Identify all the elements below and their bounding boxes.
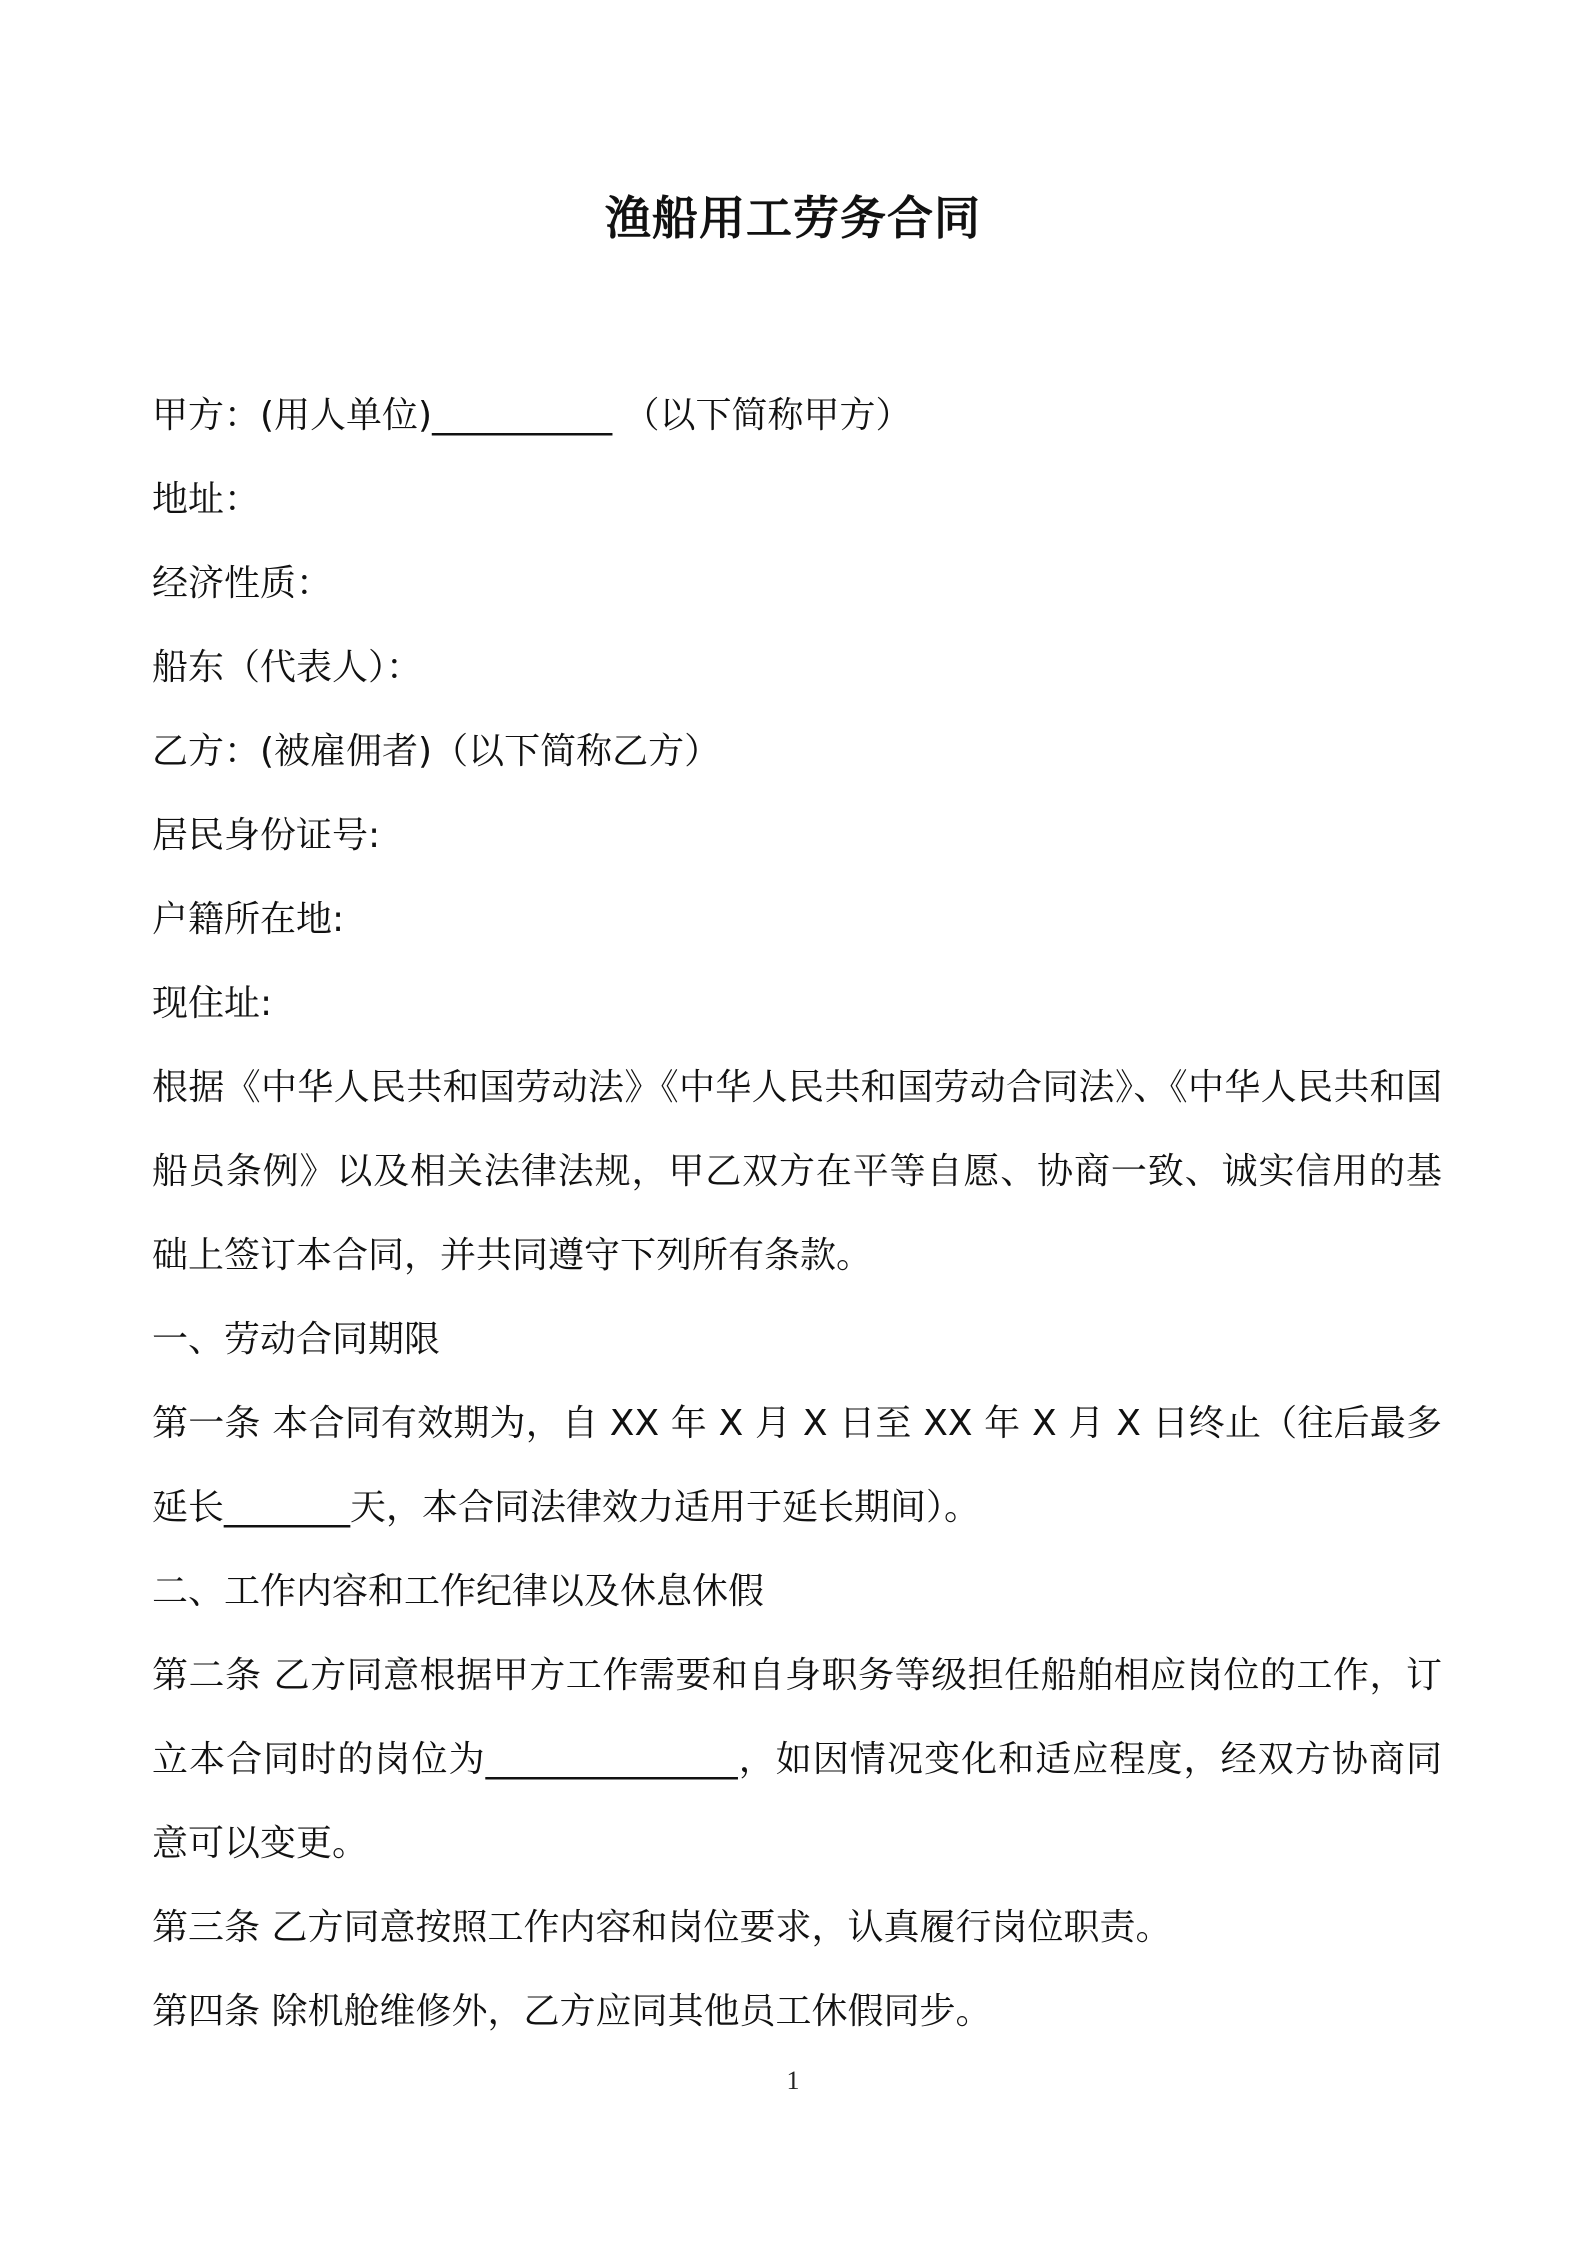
party-b-line: 乙方：(被雇佣者)（以下简称乙方） xyxy=(152,731,721,772)
article-3-line: 第三条 乙方同意按照工作内容和岗位要求，认真履行岗位职责。 xyxy=(152,1907,1172,1948)
id-number-line: 居民身份证号: xyxy=(152,815,381,856)
document-title: 渔船用工劳务合同 xyxy=(605,191,981,245)
party-a-line: 甲方：(用人单位)__________ （以下简称甲方） xyxy=(152,395,912,436)
preamble-paragraph: 根据《中华人民共和国劳动法》《中华人民共和国劳动合同法》、《中华人民共和国船员条例》以及相关法律法规，甲乙双方在平等自愿、协商一致、诚实信用的基础上签订本合同，并共同遵守下列所有条款。 xyxy=(152,1067,1442,1276)
article-2-paragraph: 第二条 乙方同意根据甲方工作需要和自身职务等级担任船舶相应岗位的工作，订立本合同时的岗位为______________，如因情况变化和适应程度，经双方协商同意可以变更。 xyxy=(152,1655,1442,1864)
economic-nature-line: 经济性质： xyxy=(152,563,333,604)
household-register-line: 户籍所在地: xyxy=(152,899,345,940)
document-body xyxy=(152,374,1442,2054)
section-2-heading: 二、工作内容和工作纪律以及休息休假 xyxy=(152,1571,765,1612)
section-1-heading: 一、劳动合同期限 xyxy=(152,1319,441,1360)
address-line: 地址： xyxy=(152,479,261,520)
article-4-line: 第四条 除机舱维修外，乙方应同其他员工休假同步。 xyxy=(152,1991,992,2032)
current-address-line: 现住址: xyxy=(152,983,273,1024)
ship-owner-line: 船东（代表人）： xyxy=(152,647,423,688)
page-number: 1 xyxy=(786,2066,800,2095)
article-1-paragraph: 第一条 本合同有效期为，自 XX 年 X 月 X 日至 XX 年 X 月 X 日终止（往后最多延长_______天，本合同法律效力适用于延长期间）。 xyxy=(152,1403,1442,1528)
